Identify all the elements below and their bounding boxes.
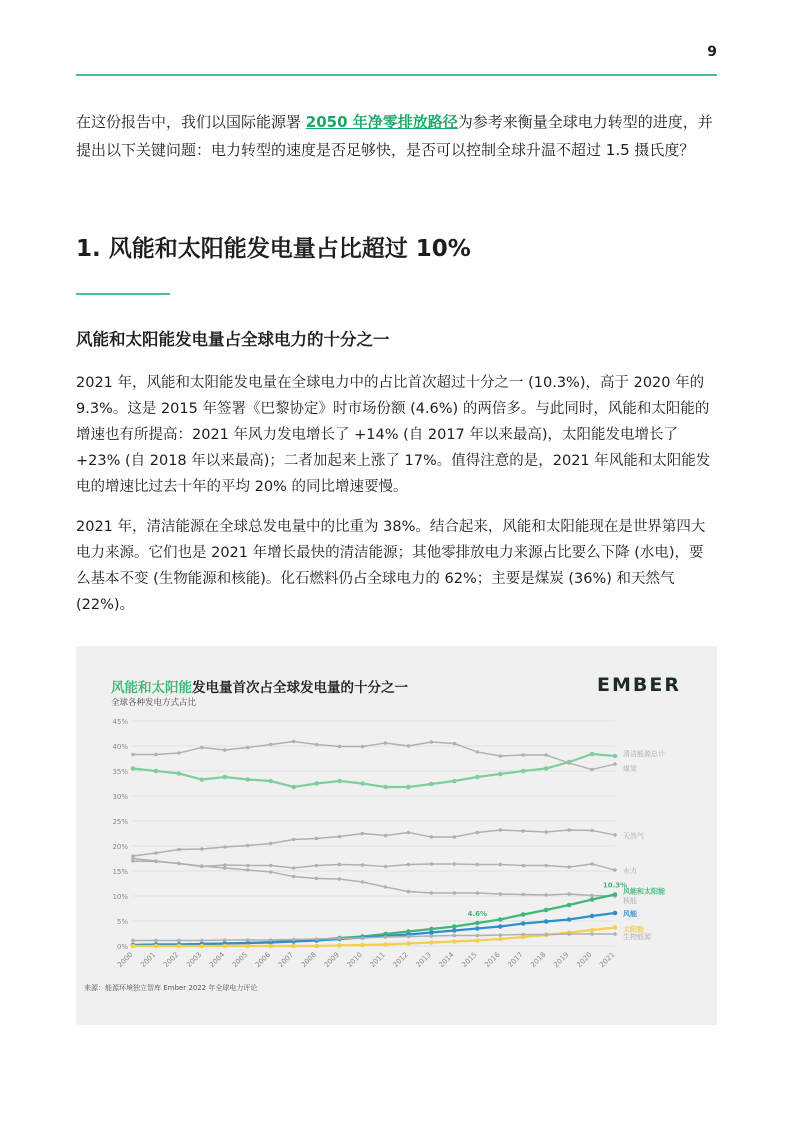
data-point <box>475 750 479 754</box>
data-point <box>590 862 594 866</box>
data-point <box>268 944 273 949</box>
x-tick-label: 2008 <box>299 950 319 970</box>
data-point <box>315 937 319 941</box>
data-point <box>453 835 457 839</box>
section-subheading: 风能和太阳能发电量占全球电力的十分之一 <box>76 330 390 349</box>
data-point <box>613 911 618 916</box>
data-point <box>590 829 594 833</box>
data-point <box>154 753 158 757</box>
data-point <box>315 743 319 747</box>
data-point <box>200 746 204 750</box>
data-point <box>338 937 342 941</box>
data-point <box>590 932 594 936</box>
data-point <box>338 745 342 749</box>
data-point <box>613 932 617 936</box>
data-point <box>452 939 457 944</box>
x-tick-label: 2016 <box>483 950 502 970</box>
x-tick-label: 2018 <box>529 950 548 970</box>
data-point <box>223 748 227 752</box>
series-label: 太阳能 <box>623 925 644 934</box>
data-point <box>475 938 480 943</box>
data-point <box>407 831 411 835</box>
data-point <box>521 893 525 897</box>
data-point <box>498 933 502 937</box>
data-point <box>430 740 434 744</box>
data-point <box>154 860 158 864</box>
series-label: 风能和太阳能 <box>623 887 665 896</box>
data-point <box>384 834 388 838</box>
data-point <box>613 754 618 759</box>
data-point <box>269 842 273 846</box>
x-tick-label: 2017 <box>506 950 525 970</box>
page-number: 9 <box>707 44 717 60</box>
data-point <box>246 844 250 848</box>
data-point <box>291 785 296 790</box>
data-point <box>384 935 388 939</box>
data-point <box>544 908 549 913</box>
x-tick-label: 2001 <box>139 950 158 970</box>
data-point <box>567 828 571 832</box>
data-point <box>245 944 250 949</box>
x-tick-label: 2013 <box>414 950 433 970</box>
data-point <box>131 753 135 757</box>
data-point <box>292 938 296 942</box>
series-label: 风能 <box>623 910 637 918</box>
data-point <box>407 744 411 748</box>
series-label: 核能 <box>623 897 637 905</box>
data-annotation: 10.3% <box>602 881 628 890</box>
data-point <box>177 944 182 949</box>
x-tick-label: 2015 <box>460 950 479 970</box>
data-point <box>567 932 571 936</box>
x-tick-label: 2010 <box>345 950 364 970</box>
x-tick-label: 2002 <box>162 950 181 970</box>
data-point <box>521 912 526 917</box>
data-point <box>521 864 525 868</box>
data-point <box>361 880 365 884</box>
y-tick-label: 25% <box>112 818 128 826</box>
data-point <box>292 740 296 744</box>
chart-title-accent: 风能和太阳能 <box>111 680 192 696</box>
data-point <box>475 775 480 780</box>
data-point <box>131 944 136 949</box>
data-point <box>131 766 136 771</box>
series-label: 煤炭 <box>623 765 637 773</box>
data-point <box>521 921 526 926</box>
data-point <box>498 754 502 758</box>
data-point <box>613 833 617 837</box>
data-point <box>338 863 342 867</box>
series-line <box>133 859 615 871</box>
y-tick-label: 45% <box>112 718 128 726</box>
data-point <box>338 835 342 839</box>
data-point <box>292 866 296 870</box>
data-point <box>314 944 319 949</box>
data-point <box>383 785 388 790</box>
data-point <box>337 779 342 784</box>
data-point <box>361 863 365 867</box>
data-point <box>154 851 158 855</box>
data-point <box>200 939 204 943</box>
series-label: 清洁能源总计 <box>623 750 665 758</box>
x-tick-label: 2000 <box>116 950 135 970</box>
data-point <box>498 772 503 777</box>
y-tick-label: 5% <box>116 918 128 926</box>
data-point <box>407 890 411 894</box>
data-point <box>246 864 250 868</box>
data-point <box>154 939 158 943</box>
intro-text-before: 在这份报告中，我们以国际能源署 <box>76 113 306 131</box>
data-point <box>291 944 296 949</box>
data-point <box>246 746 250 750</box>
data-point <box>613 762 617 766</box>
data-point <box>200 864 204 868</box>
data-point <box>430 934 434 938</box>
data-point <box>315 837 319 841</box>
data-point <box>269 743 273 747</box>
data-point <box>544 864 548 868</box>
data-point <box>521 829 525 833</box>
data-point <box>475 831 479 835</box>
data-point <box>200 777 205 782</box>
x-tick-label: 2021 <box>598 950 617 970</box>
x-tick-label: 2011 <box>368 950 387 970</box>
x-tick-label: 2005 <box>230 950 250 970</box>
x-tick-label: 2007 <box>276 950 296 970</box>
data-point <box>590 928 595 933</box>
data-point <box>407 935 411 939</box>
x-tick-label: 2020 <box>575 950 594 970</box>
y-tick-label: 15% <box>112 868 128 876</box>
data-point <box>453 862 457 866</box>
data-point <box>498 892 502 896</box>
data-point <box>177 862 181 866</box>
data-point <box>498 924 503 929</box>
y-tick-label: 20% <box>112 843 128 851</box>
data-point <box>453 891 457 895</box>
body-paragraph-1: 2021 年，风能和太阳能发电量在全球电力中的占比首次超过十分之一 (10.3%)，高于 2020 年的 9.3%。这是 2015 年签署《巴黎协定》时市场份额 (4.6%) 的两倍多。与此同时，风能和太阳能的增速也有所提高：2021 年风力发电增长了 +14% (自 2017 年以来最高)，太阳能发电增长了 +23% (自 2018 年以来最高)；二者加起来上涨了 17%。值得注意的是，2021 年风能和太阳能发电的增速比过去十年的平均 20% 的同比增速要慢。 <box>76 375 711 495</box>
data-point <box>269 870 273 874</box>
series-label: 天然气 <box>623 832 644 840</box>
data-point <box>613 868 617 872</box>
data-point <box>544 893 548 897</box>
data-point <box>544 830 548 834</box>
data-point <box>430 835 434 839</box>
top-divider <box>76 74 717 76</box>
data-point <box>613 925 618 930</box>
line-chart <box>76 646 717 1025</box>
data-point <box>567 892 571 896</box>
data-point <box>429 940 434 945</box>
chart-subtitle: 全球各种发电方式占比 <box>111 698 197 708</box>
data-point <box>567 865 571 869</box>
intro-text-after: 为参考来衡量全球电力转型的进度，并提出以下关键问题：电力转型的速度是否足够快，是否可以控制全球升温不超过 1.5 摄氏度？ <box>76 113 713 159</box>
series-label: 生物能源 <box>623 933 651 941</box>
data-point <box>498 917 503 922</box>
series-line <box>133 830 615 856</box>
data-point <box>590 752 595 757</box>
data-point <box>384 885 388 889</box>
data-point <box>383 942 388 947</box>
data-point <box>200 847 204 851</box>
data-point <box>177 848 181 852</box>
data-point <box>452 779 457 784</box>
chart-source: 来源：能源环境独立智库 Ember 2022 年全球电力评论 <box>84 984 258 992</box>
y-tick-label: 35% <box>112 768 128 776</box>
data-point <box>384 741 388 745</box>
ember-logo: EMBER <box>597 674 681 696</box>
data-point <box>177 751 181 755</box>
data-point <box>292 875 296 879</box>
data-point <box>223 938 227 942</box>
data-point <box>521 933 525 937</box>
data-point <box>154 769 159 774</box>
data-point <box>177 771 182 776</box>
data-point <box>521 769 526 774</box>
data-point <box>223 845 227 849</box>
data-point <box>406 941 411 946</box>
data-point <box>544 919 549 924</box>
data-point <box>452 924 457 929</box>
data-point <box>269 864 273 868</box>
chart-panel <box>76 646 717 1025</box>
data-point <box>544 933 548 937</box>
data-point <box>223 775 228 780</box>
data-point <box>475 863 479 867</box>
data-point <box>567 903 572 908</box>
data-point <box>498 937 503 942</box>
body-paragraph-2: 2021 年，清洁能源在全球总发电量中的比重为 38%。结合起来，风能和太阳能现在是世界第四大电力来源。它们也是 2021 年增长最快的清洁能源；其他零排放电力来源占比要么下降 (水电)，要么基本不变 (生物能源和核能)。化石燃料仍占全球电力的 62%；主要是煤炭 (36%) 和天然气 (22%)。 <box>76 519 706 613</box>
x-tick-label: 2009 <box>322 950 341 970</box>
data-point <box>338 877 342 881</box>
x-tick-label: 2004 <box>207 950 227 970</box>
x-tick-label: 2014 <box>437 950 456 970</box>
series-line <box>133 754 615 787</box>
data-point <box>430 862 434 866</box>
section-heading: 1. 风能和太阳能发电量占比超过 10% <box>76 236 471 262</box>
data-point <box>384 865 388 869</box>
data-point <box>292 838 296 842</box>
data-point <box>246 868 250 872</box>
data-point <box>361 832 365 836</box>
net-zero-pathway-link[interactable]: 2050 年净零排放路径 <box>305 113 458 131</box>
data-point <box>361 745 365 749</box>
data-point <box>360 943 365 948</box>
data-point <box>498 863 502 867</box>
data-point <box>131 859 135 863</box>
y-tick-label: 0% <box>116 943 128 951</box>
data-point <box>567 761 571 765</box>
data-point <box>177 939 181 943</box>
data-point <box>544 753 548 757</box>
data-point <box>429 782 434 787</box>
heading-divider <box>76 293 170 295</box>
data-point <box>314 781 319 786</box>
data-point <box>521 753 525 757</box>
data-point <box>360 781 365 786</box>
data-point <box>361 936 365 940</box>
data-point <box>200 944 205 949</box>
data-point <box>590 897 595 902</box>
data-point <box>268 779 273 784</box>
data-point <box>429 930 434 935</box>
data-point <box>154 944 159 949</box>
x-tick-label: 2006 <box>253 950 273 970</box>
series-label: 水力 <box>623 867 637 875</box>
data-point <box>475 891 479 895</box>
data-point <box>453 742 457 746</box>
data-point <box>590 894 594 898</box>
data-point <box>475 926 480 931</box>
data-point <box>223 944 228 949</box>
x-tick-label: 2003 <box>185 950 204 970</box>
data-point <box>590 914 595 919</box>
data-point <box>223 866 227 870</box>
data-point <box>613 892 618 897</box>
data-point <box>246 938 250 942</box>
data-point <box>337 943 342 948</box>
data-point <box>475 934 479 938</box>
data-point <box>590 768 594 772</box>
data-point <box>315 864 319 868</box>
data-point <box>315 877 319 881</box>
chart-title-rest: 发电量首次占全球发电量的十分之一 <box>192 680 408 696</box>
data-point <box>498 828 502 832</box>
data-point <box>475 921 480 926</box>
data-point <box>131 939 135 943</box>
y-tick-label: 40% <box>112 743 128 751</box>
data-point <box>269 938 273 942</box>
data-point <box>430 891 434 895</box>
data-annotation: 4.6% <box>467 910 487 918</box>
data-point <box>453 934 457 938</box>
data-point <box>452 928 457 933</box>
data-point <box>567 917 572 922</box>
y-tick-label: 30% <box>112 793 128 801</box>
data-point <box>407 863 411 867</box>
x-tick-label: 2019 <box>552 950 571 970</box>
data-point <box>245 777 250 782</box>
data-point <box>544 766 549 771</box>
data-point <box>406 785 411 790</box>
intro-paragraph <box>76 108 717 164</box>
x-tick-label: 2012 <box>391 950 410 970</box>
y-tick-label: 10% <box>112 893 128 901</box>
